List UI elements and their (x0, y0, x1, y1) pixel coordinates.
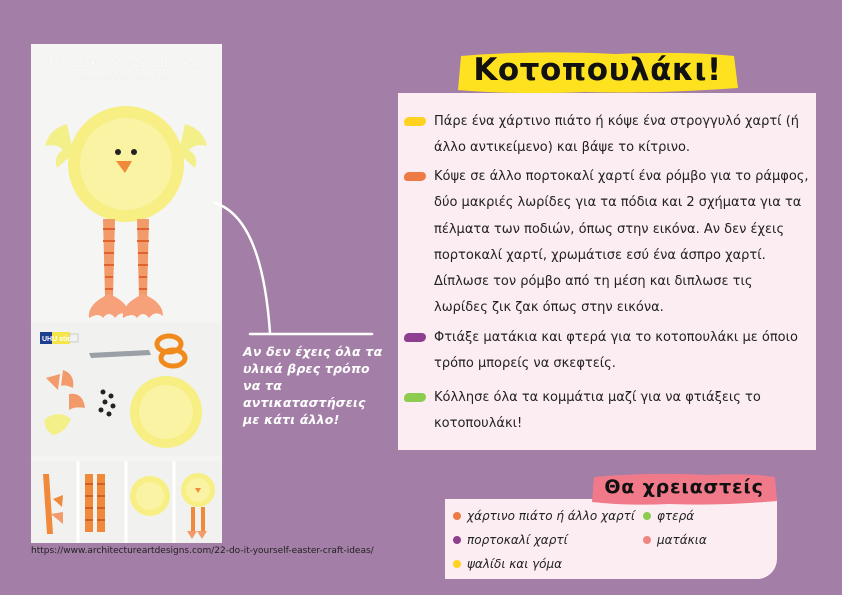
step-3-text: Φτιάξε ματάκια και φτερά για το κοτοπουλάκι με όποιο τρόπο μπορείς να σκεφτείς. (434, 330, 798, 372)
step-1-text: Πάρε ένα χάρτινο πιάτο ή κόψε ένα στρογγυλό χαρτί (ή άλλο αντικείμενο) και βάψε το κίτρινο. (434, 114, 800, 156)
materials-title: Θα χρειαστείς (604, 476, 764, 498)
page-title: Κοτοπουλάκι! (473, 52, 722, 88)
materials-title-banner (589, 471, 779, 507)
material-item: ψαλίδι και γόμα (453, 557, 562, 571)
material-dot (453, 512, 461, 520)
material-item: χάρτινο πιάτο ή άλλο χαρτί (453, 509, 635, 523)
material-item: φτερά (643, 509, 694, 523)
material-dot (453, 560, 461, 568)
step-4-marker (404, 393, 426, 402)
craft-photo-title: SIMPLE KIDS EASTER CRAFT (42, 59, 211, 70)
materials-box (445, 499, 777, 579)
source-link[interactable]: https://www.architectureartdesigns.com/22-do-it-yourself-easter-craft-ideas/ (31, 546, 374, 556)
material-dot (453, 536, 461, 544)
step-3-marker (404, 333, 426, 342)
step-2-text: Κόψε σε άλλο πορτοκαλί χαρτί ένα ρόμβο για το ράμφος, δύο μακριές λωρίδες για τα πόδια και 2 σχήματα για τα πέλματα των ποδιών, όπως στην εικόνα. Αν δεν έχεις πορτοκαλί χαρτί, χρωμάτισε εσύ ένα άσπρο χαρτί. Δίπλωσε τον ρόμβο από τη μέση και διπλωσε τις λωρίδες ζικ ζακ όπως στην εικόνα. (434, 169, 809, 316)
side-note: Αν δεν έχεις όλα τα υλικά βρες τρόπο να τα αντικαταστήσεις με κάτι άλλο! (243, 344, 383, 427)
glue-label: UHU stic (42, 336, 72, 343)
step-2-marker (404, 172, 426, 181)
material-dot (643, 512, 651, 520)
material-item: ματάκια (643, 533, 707, 547)
step-1-marker (404, 117, 426, 126)
material-item: πορτοκαλί χαρτί (453, 533, 568, 547)
instructions-card (398, 93, 816, 450)
title-banner (455, 48, 740, 98)
step-4-text: Κόλλησε όλα τα κομμάτια μαζί για να φτιάξεις το κοτοπουλάκι! (434, 390, 761, 432)
craft-photo-subtitle: paper plate baby chick (80, 74, 173, 83)
material-dot (643, 536, 651, 544)
